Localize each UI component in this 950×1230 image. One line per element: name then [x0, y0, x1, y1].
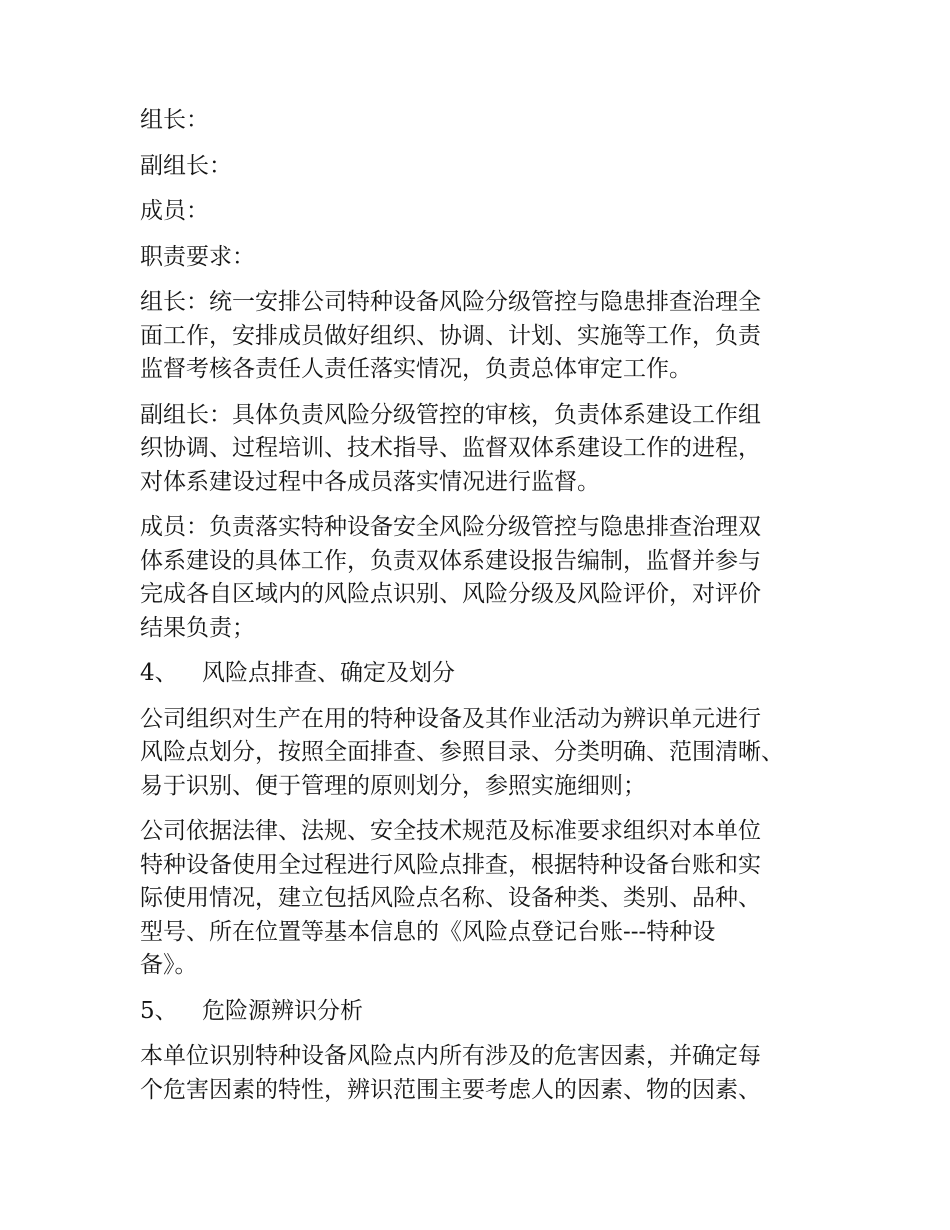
text-line: 体系建设的具体工作，负责双体系建设报告编制，监督并参与: [140, 547, 761, 574]
members-label: [140, 195, 830, 229]
text-line: 副组长：具体负责风险分级管控的审核，负责体系建设工作组: [140, 401, 761, 428]
section-number: 5、: [140, 997, 178, 1024]
text-line: 组长：统一安排公司特种设备风险分级管控与隐患排查治理全: [140, 289, 761, 315]
text-line: 本单位识别特种设备风险点内所有涉及的危害因素，并确定每: [140, 1043, 761, 1069]
text-line: 完成各自区域内的风险点识别、风险分级及风险评价，对评价: [140, 581, 761, 607]
text-line: 风险点划分，按照全面排查、参照目录、分类明确、范围清晰、: [140, 739, 784, 765]
text-line: 际使用情况，建立包括风险点名称、设备种类、类别、品种、: [140, 885, 761, 911]
member-duty-paragraph: [140, 511, 830, 645]
section-4-paragraph-2: [140, 815, 830, 983]
section-title: 风险点排查、确定及划分: [202, 660, 455, 686]
section-4-heading: [140, 657, 830, 691]
section-title: 危险源辨识分析: [202, 997, 363, 1024]
leader-duty-paragraph: [140, 286, 830, 387]
text-line: 特种设备使用全过程进行风险点排查，根据特种设备台账和实: [140, 851, 761, 878]
deputy-label-text: 副组长：: [140, 152, 232, 179]
leader-label: [140, 104, 830, 138]
text-line: 个危害因素的特性，辨识范围主要考虑人的因素、物的因素、: [140, 1076, 761, 1103]
deputy-duty-paragraph: [140, 399, 830, 500]
members-label-text: 成员：: [140, 198, 209, 224]
text-line: 监督考核各责任人责任落实情况，负责总体审定工作。: [140, 356, 692, 382]
leader-label-text: 组长：: [140, 107, 209, 133]
text-line: 型号、所在位置等基本信息的《风险点登记台账---特种设: [140, 918, 716, 945]
text-line: 易于识别、便于管理的原则划分，参照实施细则；: [140, 772, 646, 799]
text-line: 公司依据法律、法规、安全技术规范及标准要求组织对本单位: [140, 818, 761, 844]
text-line: 公司组织对生产在用的特种设备及其作业活动为辨识单元进行: [140, 705, 761, 732]
text-line: 织协调、过程培训、技术指导、监督双体系建设工作的进程，: [140, 435, 761, 461]
section-4-paragraph-1: [140, 703, 830, 804]
duties-label: [140, 241, 830, 275]
duties-label-text: 职责要求：: [140, 243, 255, 270]
text-line: 成员：负责落实特种设备安全风险分级管控与隐患排查治理双: [140, 514, 761, 540]
text-line: 结果负责；: [140, 614, 255, 641]
text-line: 备》。: [140, 952, 198, 978]
section-number: 4、: [140, 660, 178, 686]
text-line: 对体系建设过程中各成员落实情况进行监督。: [140, 468, 600, 495]
section-5-heading: [140, 995, 830, 1029]
deputy-label: [140, 150, 830, 184]
document-page: [140, 104, 830, 1119]
section-5-paragraph-1: [140, 1040, 830, 1107]
text-line: 面工作，安排成员做好组织、协调、计划、实施等工作，负责: [140, 322, 761, 349]
